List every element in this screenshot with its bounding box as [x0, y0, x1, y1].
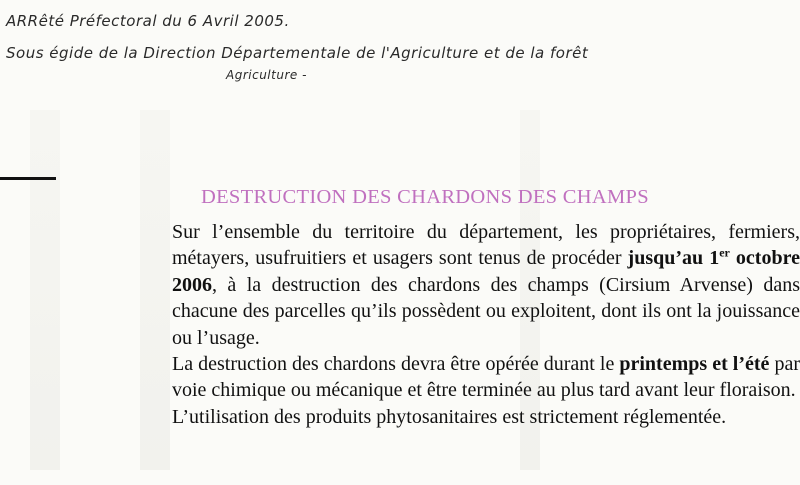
deadline-ordinal: er: [719, 245, 730, 260]
notice-title: DESTRUCTION DES CHARDONS DES CHAMPS: [201, 186, 649, 208]
show-through-strip: [140, 110, 170, 470]
paragraph-text: par voie chimique ou mécanique et être terminée au plus tard avant leur floraison.: [172, 353, 800, 402]
notice-body: [172, 219, 800, 430]
paragraph-text: , à la destruction des chardons des champs (Cirsium Arvense) dans chacune des parcelles qu’ils possèdent ou exploitent, dont ils ont la jouissance ou l’usage.: [172, 273, 800, 349]
season-text: printemps et l’été: [619, 353, 770, 376]
show-through-strip: [30, 110, 60, 470]
paragraph-period: [172, 351, 800, 404]
paragraph-text: Sur l’ensemble du territoire du département, les propriétaires, fermiers, métayers, usufruitiers et usagers sont tenus de procéder: [172, 221, 800, 270]
handwritten-note-direction: Sous égide de la Direction Départementale de l'Agriculture et de la forêt: [6, 44, 589, 62]
handwritten-note-agriculture: Agriculture -: [226, 68, 307, 82]
handwritten-note-decree: ARRêté Préfectoral du 6 Avril 2005.: [6, 12, 290, 30]
paragraph-obligation: [172, 219, 800, 351]
margin-rule: [0, 177, 56, 180]
paragraph-text: La destruction des chardons devra être opérée durant le: [172, 353, 620, 376]
paragraph-regulation: L’utilisation des produits phytosanitaires est strictement réglementée.: [172, 405, 727, 428]
deadline-month-year: octobre 2006: [172, 247, 800, 296]
deadline-day: jusqu’au 1: [627, 247, 720, 270]
